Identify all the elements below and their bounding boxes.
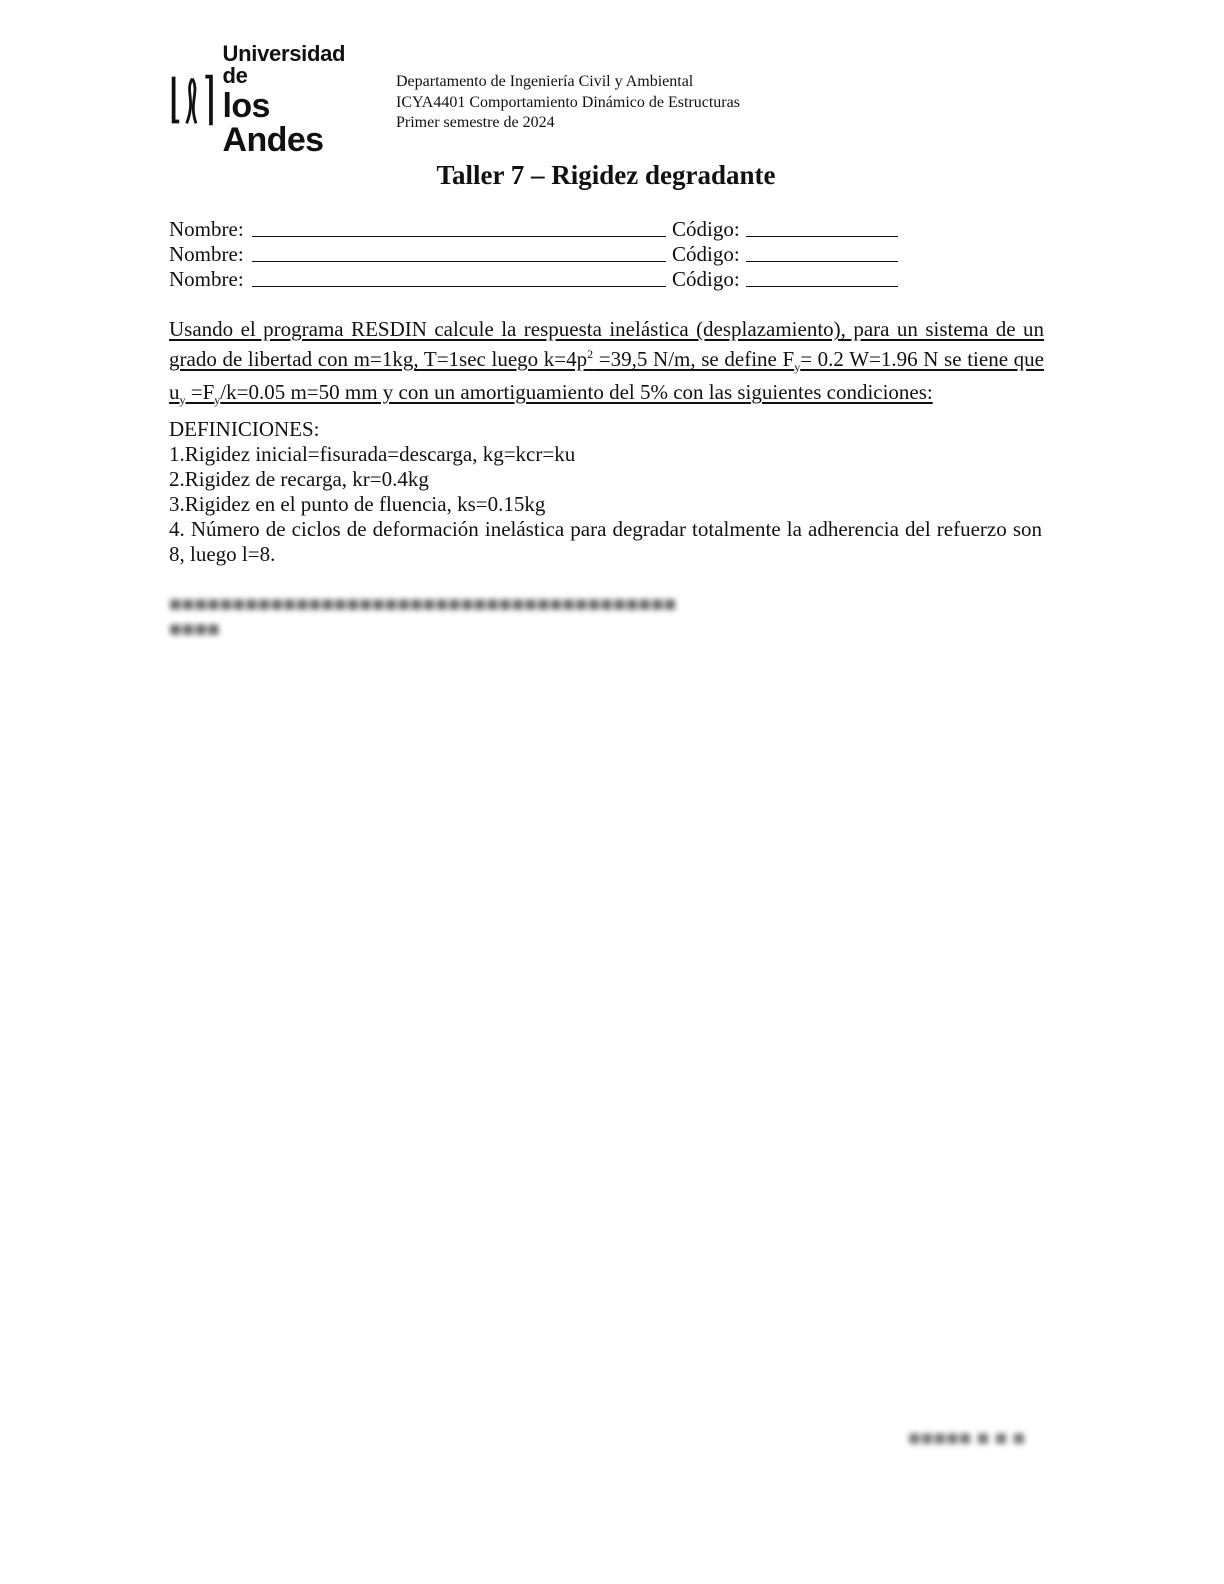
department-name: Departamento de Ingeniería Civil y Ambiental xyxy=(396,73,694,90)
name-blank[interactable] xyxy=(252,217,666,237)
logo-text-line2: los Andes xyxy=(222,87,324,159)
course-name: ICYA4401 Comportamiento Dinámico de Estructuras xyxy=(396,93,740,111)
code-blank[interactable] xyxy=(746,267,898,287)
code-label: Código: xyxy=(672,217,740,241)
andes-logo-icon xyxy=(168,69,217,131)
university-logo xyxy=(168,41,368,159)
name-blank[interactable] xyxy=(252,267,666,287)
definition-item: 1.Rigidez inicial=fisurada=descarga, kg=kcr=ku xyxy=(169,442,576,466)
name-label: Nombre: xyxy=(169,267,244,291)
code-label: Código: xyxy=(672,267,740,291)
problem-statement: Usando el programa RESDIN calcule la respuesta inelástica (desplazamiento), para un sistema de un grado de libertad con m=1kg, T=1sec luego $k=4p^2 =39,5$ N/m, se define $F_y= 0.2$ W=1.96 N se tiene que $u_y =F_y/k=0.05$ m=50 mm y con un amortiguamiento del 5% con las siguientes condiciones: xyxy=(169,317,1044,408)
page-footer-blurred: ■■■■■ ■ ■ ■ xyxy=(908,1426,1026,1450)
definitions-section xyxy=(169,417,1042,567)
student-row xyxy=(169,217,898,242)
definition-item: 2.Rigidez de recarga, kr=0.4kg xyxy=(169,467,429,491)
definition-item: 3.Rigidez en el punto de fluencia, ks=0.15kg xyxy=(169,492,546,516)
code-blank[interactable] xyxy=(746,242,898,262)
blurred-paragraph: ■■■■■■■■■■■■■■■■■■■■■■■■■■■■■■■■■■■■■■■■ ■■■■ xyxy=(169,592,677,641)
semester: Primer semestre de 2024 xyxy=(396,114,555,131)
student-row xyxy=(169,267,898,292)
document-title: Taller 7 – Rigidez degradante xyxy=(436,160,776,190)
logo-text-line1: Universidad de xyxy=(222,41,346,88)
student-fields xyxy=(169,217,898,292)
course-header xyxy=(396,72,740,134)
name-label: Nombre: xyxy=(169,217,244,241)
name-blank[interactable] xyxy=(252,242,666,262)
code-blank[interactable] xyxy=(746,217,898,237)
definition-item: 4. Número de ciclos de deformación inelástica para degradar totalmente la adherencia del refuerzo son 8, luego l=8. xyxy=(169,517,1042,566)
student-row xyxy=(169,242,898,267)
name-label: Nombre: xyxy=(169,242,244,266)
code-label: Código: xyxy=(672,242,740,266)
definitions-heading: DEFINICIONES: xyxy=(169,417,320,441)
